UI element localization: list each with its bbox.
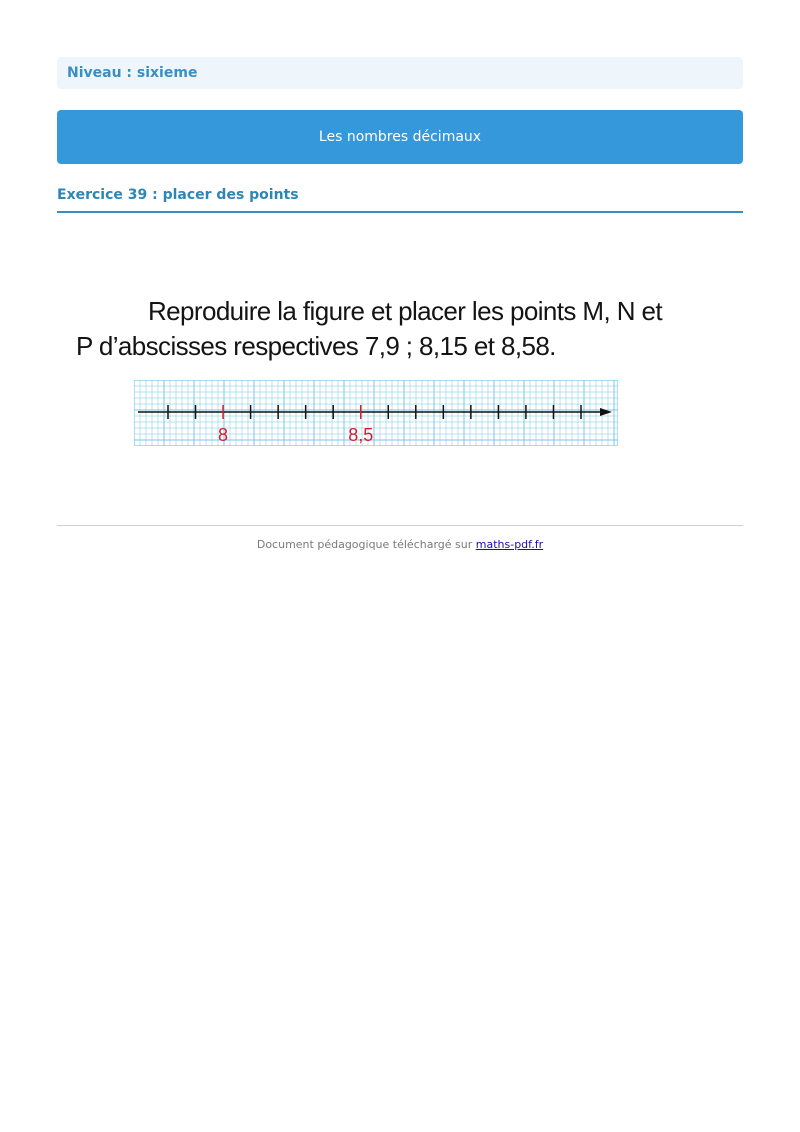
grid-background (134, 380, 618, 446)
number-line-figure (134, 380, 618, 446)
niveau-label: Niveau : sixieme (57, 57, 743, 89)
footer-link[interactable]: maths-pdf.fr (475, 538, 544, 551)
footer-text: Document pédagogique téléchargé sur (256, 538, 476, 551)
footer-divider (57, 525, 743, 526)
graduation-label: 8 (218, 425, 229, 445)
exercise-statement (76, 294, 696, 364)
exercise-title: Exercice 39 : placer des points (57, 185, 743, 213)
graph-paper-grid (134, 380, 618, 446)
graduation-label: 8,5 (348, 425, 374, 445)
footer (57, 538, 743, 551)
statement-line-2: P d’abscisses respectives 7,9 ; 8,15 et 8,58. (76, 331, 556, 361)
chapter-banner: Les nombres décimaux (57, 110, 743, 164)
statement-line-1: Reproduire la figure et placer les points M, N et (148, 296, 662, 326)
